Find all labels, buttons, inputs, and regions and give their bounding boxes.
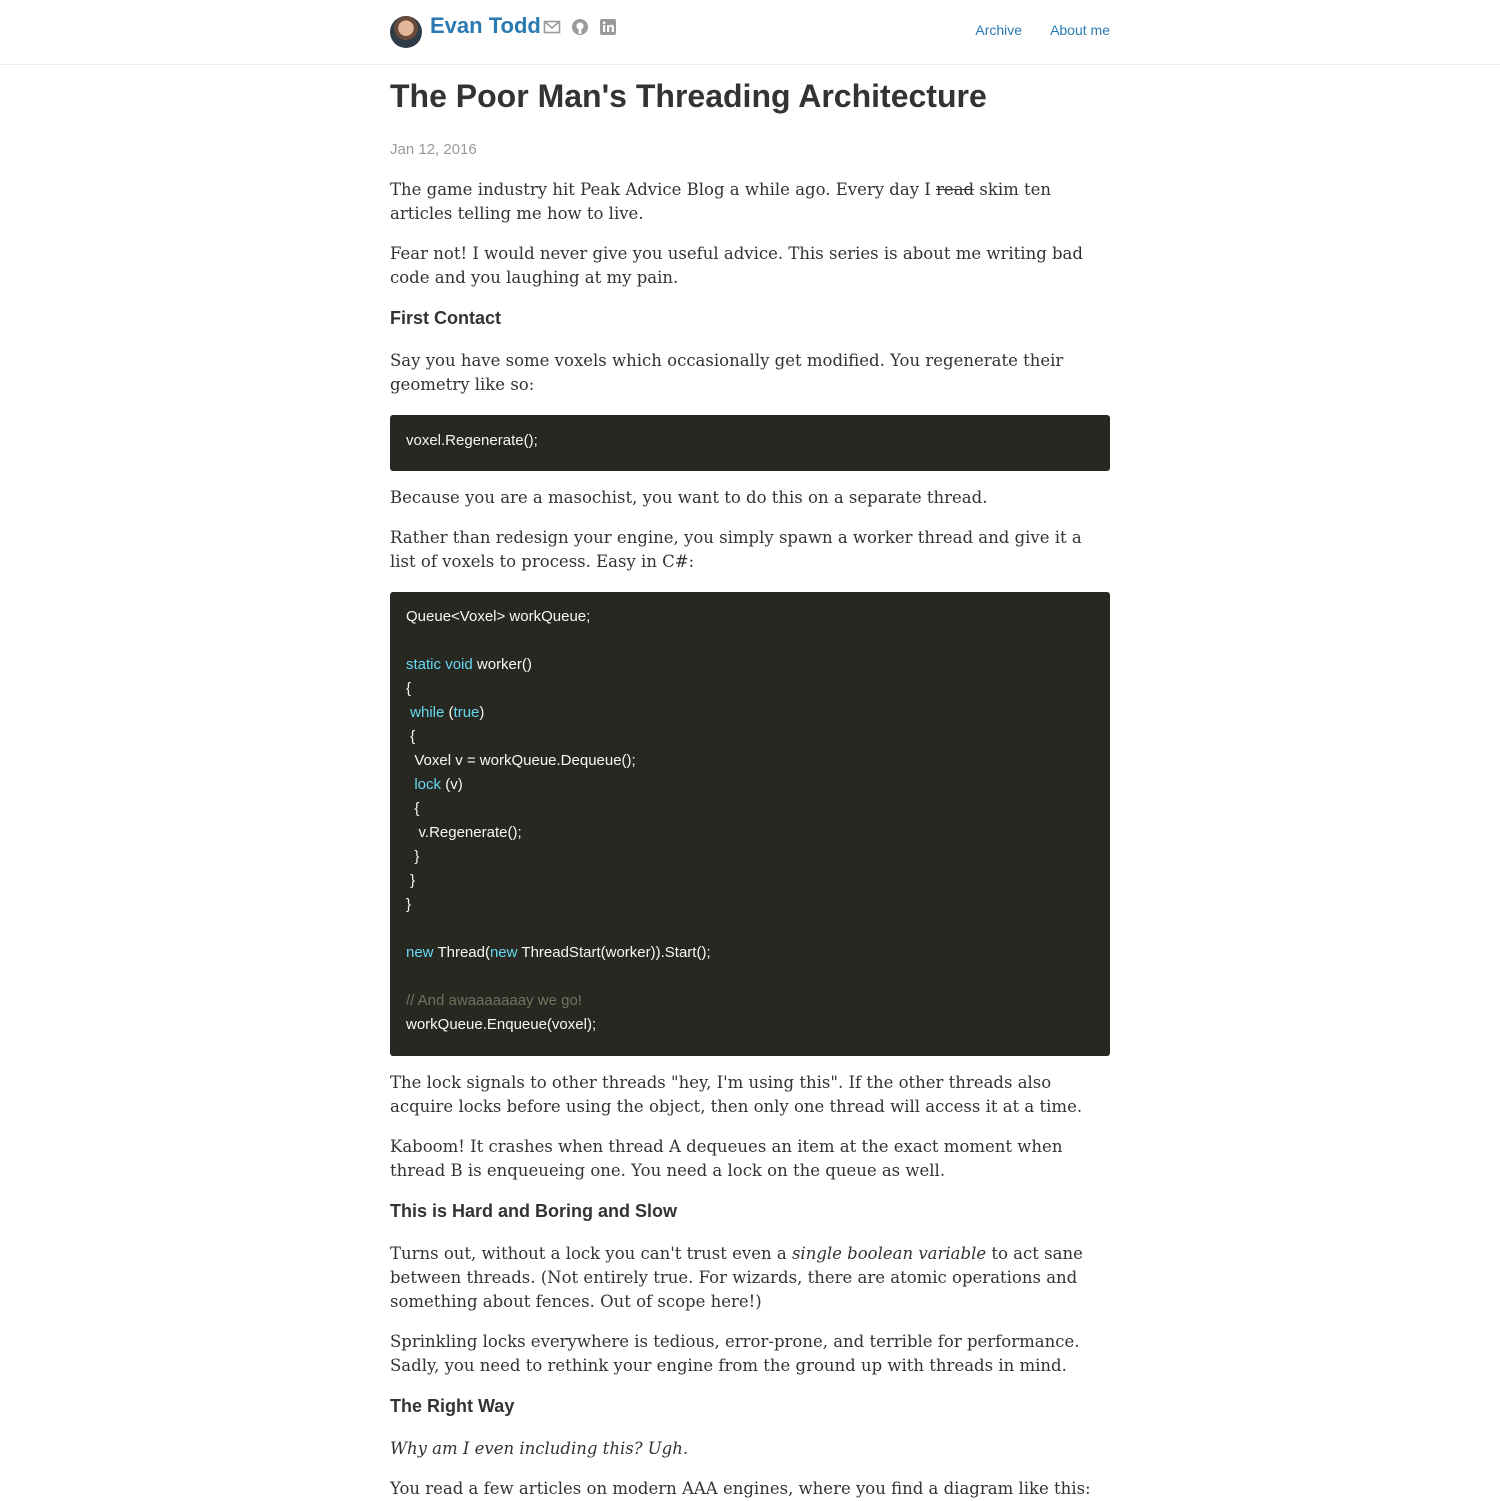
nav-archive-link[interactable]: Archive [975, 22, 1023, 38]
heading-first-contact: First Contact [390, 308, 502, 329]
code-line: } [410, 872, 416, 890]
code-line: { [414, 800, 420, 818]
paragraph-worker-thread: Rather than redesign your engine, you simply spawn a worker thread and give it a list of voxels to process. Easy in C#: [390, 528, 1082, 572]
paragraph-ugh: Why am I even including this? Ugh. [390, 1439, 689, 1459]
code-keyword: static [406, 656, 442, 674]
paragraph-aaa-engines: You read a few articles on modern AAA engines, where you find a diagram like this: [390, 1479, 1091, 1499]
code-token: (v) [445, 776, 463, 794]
code-line: { [410, 728, 416, 746]
paragraph-masochist: Because you are a masochist, you want to do this on a separate thread. [390, 488, 988, 508]
post-title: The Poor Man's Threading Architecture [390, 78, 987, 114]
code-line: workQueue.Enqueue(voxel); [406, 1016, 597, 1034]
code-keyword: void [445, 656, 473, 674]
heading-right-way: The Right Way [390, 1396, 515, 1417]
code-comment: // And awaaaaaaay we go! [406, 992, 582, 1010]
paragraph-lock-signals: The lock signals to other threads "hey, I'm using this". If the other threads also acquire locks before using the object, then only one thread will access it at a time. [390, 1073, 1083, 1117]
nav-about-link[interactable]: About me [1050, 22, 1110, 38]
code-keyword: new [406, 944, 434, 962]
github-icon[interactable] [571, 18, 589, 36]
post-content [390, 64, 1110, 1501]
paragraph-sprinkling-locks: Sprinkling locks everywhere is tedious, error-prone, and terrible for performance. Sadly, you need to rethink your engine from the ground up with threads in mind. [390, 1332, 1080, 1376]
code-keyword: new [489, 944, 518, 962]
paragraph-boolean [390, 1242, 1110, 1314]
code-line: } [414, 848, 420, 866]
code-line: } [406, 896, 412, 914]
linkedin-icon[interactable] [599, 18, 617, 36]
main-nav [975, 22, 1110, 38]
code-line: Queue<Voxel> workQueue; [406, 608, 591, 626]
paragraph-voxels: Say you have some voxels which occasionally get modified. You regenerate their geometry like so: [390, 351, 1064, 395]
mail-icon[interactable] [543, 18, 561, 36]
paragraph-kaboom: Kaboom! It crashes when thread A dequeues an item at the exact moment when thread B is enqueueing one. You need a lock on the queue as well. [390, 1137, 1063, 1181]
code-token: worker() [476, 656, 532, 674]
paragraph-intro [390, 178, 1110, 226]
social-links [543, 18, 617, 36]
code-token: Thread( [437, 944, 490, 962]
post-date: Jan 12, 2016 [390, 141, 477, 159]
code-block-regenerate [390, 415, 1110, 471]
code-line: { [406, 680, 412, 698]
code-token: ( [448, 704, 454, 722]
site-name-link[interactable]: Evan Todd [430, 13, 541, 38]
code-line: voxel.Regenerate(); [406, 432, 538, 450]
code-token: ) [479, 704, 485, 722]
boolean-text: Turns out, without a lock you can't trust even a [390, 1244, 787, 1264]
struck-word: read [936, 180, 975, 200]
site-header [0, 0, 1500, 65]
intro-text: The game industry hit Peak Advice Blog a while ago. Every day I [390, 180, 931, 200]
code-keyword: lock [414, 776, 442, 794]
avatar[interactable] [390, 16, 422, 48]
paragraph-fear-not: Fear not! I would never give you useful advice. This series is about me writing bad code and you laughing at my pain. [390, 244, 1083, 288]
code-block-worker [390, 592, 1110, 1056]
emphasis-text: single boolean variable [791, 1244, 987, 1264]
code-token: ThreadStart(worker)).Start(); [521, 944, 711, 962]
code-line: v.Regenerate(); [418, 824, 522, 842]
code-keyword: true [453, 704, 480, 722]
code-keyword: while [410, 704, 445, 722]
boolean-text-cont: to act sane between threads. (Not entirely true. For wizards, there are atomic operations and something about fences. Out of scope here!) [390, 1244, 1083, 1312]
intro-text-cont: skim ten articles telling me how to live. [390, 180, 1052, 224]
heading-hard-boring-slow: This is Hard and Boring and Slow [390, 1201, 678, 1222]
header-inner [390, 0, 1110, 64]
code-line: Voxel v = workQueue.Dequeue(); [414, 752, 636, 770]
